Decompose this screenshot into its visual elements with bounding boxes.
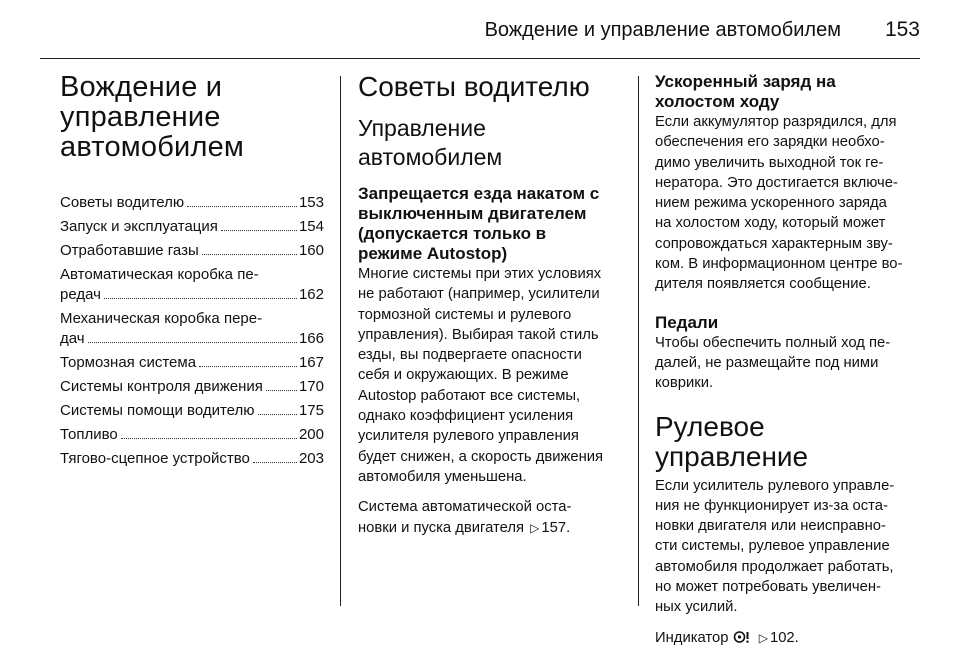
toc-entry-page: 154 xyxy=(298,218,324,235)
text-line: будет снижен, а скорость движения xyxy=(358,448,604,465)
toc-entry-page: 200 xyxy=(298,426,324,443)
toc-entry[interactable] xyxy=(60,353,324,373)
text-line: Чтобы обеспечить полный ход пе- xyxy=(655,334,891,351)
section-steering: Рулевое управление xyxy=(655,410,809,472)
page-number: 153 xyxy=(884,18,920,41)
header-rule xyxy=(40,58,920,59)
text-line: обеспечения его зарядки необхо- xyxy=(655,134,885,151)
paragraph-pedals xyxy=(655,333,923,394)
column-divider-1 xyxy=(340,76,341,606)
toc-entry[interactable] xyxy=(60,449,324,469)
toc-entry-page: 162 xyxy=(298,286,324,303)
toc-entry-page: 160 xyxy=(298,242,324,259)
text-line: себя и окружающих. В режиме xyxy=(358,367,569,384)
text-line: тормозной системы и рулевого xyxy=(358,306,572,323)
page-ref-icon: ▷ xyxy=(758,630,768,645)
text-line: автомобиля уменьшена. xyxy=(358,468,527,485)
table-of-contents xyxy=(60,193,324,469)
toc-entry-page: 175 xyxy=(298,402,324,419)
toc-leader-dots xyxy=(104,298,297,299)
toc-leader-dots xyxy=(253,462,297,463)
toc-entry-title: Тягово-сцепное устройство xyxy=(60,450,250,467)
toc-leader-dots xyxy=(221,230,297,231)
toc-entry-page: 153 xyxy=(298,194,324,211)
topic-idle-charge: Ускоренный заряд на холостом ходу xyxy=(655,72,836,111)
toc-entry-title: Системы помощи водителю xyxy=(60,402,255,419)
page-ref-icon: ▷ xyxy=(530,520,540,535)
text-line: нием режима ускоренного заряда xyxy=(655,195,887,212)
text-line: ком. В информационном центре во- xyxy=(655,256,903,273)
text-line: ния не функционирует из-за оста- xyxy=(655,497,888,514)
text-line: Autostop работают все системы, xyxy=(358,387,581,404)
driver-tips-column xyxy=(358,72,624,544)
running-header xyxy=(40,18,920,48)
text-line: димо увеличить выходной ток ге- xyxy=(655,154,884,171)
text-line: автомобиля продолжает работать, xyxy=(655,558,894,575)
text-line: дителя появляется сообщение. xyxy=(655,276,871,293)
toc-entry-page: 203 xyxy=(298,450,324,467)
toc-entry-title: Системы контроля движения xyxy=(60,378,263,395)
paragraph-idle-charge xyxy=(655,112,923,295)
text-line: новки двигателя или неисправно- xyxy=(655,518,886,535)
toc-leader-dots xyxy=(258,414,297,415)
toc-entry[interactable] xyxy=(60,425,324,445)
text-line: далей, не размещайте под ними xyxy=(655,354,879,371)
text-line: езды, вы подвергаете опасности xyxy=(358,347,582,364)
text-line: ных усилий. xyxy=(655,599,738,616)
toc-entry-title: дач xyxy=(60,330,85,347)
text-line: нератора. Это достигается включе- xyxy=(655,174,898,191)
text-line: сти системы, рулевое управление xyxy=(655,538,890,555)
toc-leader-dots xyxy=(266,390,297,391)
toc-entry-page: 170 xyxy=(298,378,324,395)
paragraph-autostop-ref: Система автоматической оста- новки и пуска двигателя ▷ 157. xyxy=(358,497,624,538)
chapter-title: Вождение и управление автомобилем xyxy=(60,71,245,163)
toc-entry[interactable] xyxy=(60,265,324,305)
toc-entry-title: Автоматическая коробка пе- xyxy=(60,266,259,283)
paragraph-steering xyxy=(655,476,923,618)
text-line: усилителя рулевого управления xyxy=(358,428,579,445)
toc-leader-dots xyxy=(202,254,297,255)
running-title: Вождение и управление автомобилем xyxy=(484,19,841,41)
toc-entry[interactable] xyxy=(60,309,324,349)
toc-entry[interactable] xyxy=(60,401,324,421)
toc-leader-dots xyxy=(199,366,297,367)
paragraph-indicator: Индикатор ▷ 102. xyxy=(655,628,923,648)
toc-entry-page: 166 xyxy=(298,330,324,347)
text-line: не работают (например, усилители xyxy=(358,286,600,303)
section-title: Советы водителю xyxy=(358,71,590,102)
text-line: но может потребовать увеличен- xyxy=(655,579,881,596)
text-line: однако коэффициент усиления xyxy=(358,408,574,425)
toc-entry[interactable] xyxy=(60,241,324,261)
toc-entry[interactable] xyxy=(60,217,324,237)
toc-leader-dots xyxy=(88,342,297,343)
page-ref-link[interactable]: 102. xyxy=(769,629,799,646)
toc-entry-title: Советы водителю xyxy=(60,194,185,211)
toc-leader-dots xyxy=(187,206,297,207)
text-line: коврики. xyxy=(655,375,714,392)
toc-entry-title: Отработавшие газы xyxy=(60,242,199,259)
column-divider-2 xyxy=(638,76,639,606)
text-line: сопровождаться характерным зву- xyxy=(655,235,893,252)
toc-column xyxy=(60,72,324,473)
subsection-title: Управление автомобилем xyxy=(358,115,503,170)
text-line: управления). Выбирая такой стиль xyxy=(358,326,599,343)
text-line: Если аккумулятор разрядился, для xyxy=(655,114,897,130)
toc-entry-title: редач xyxy=(60,286,101,303)
toc-entry-title: Тормозная система xyxy=(60,354,197,371)
topic-title: Запрещается езда накатом с выключенным двигателем (допускается только в режиме Autostop) xyxy=(358,184,600,263)
text-line: на холостом ходу, который может xyxy=(655,215,886,232)
toc-entry-title: Механическая коробка пере- xyxy=(60,310,263,327)
toc-entry-title: Топливо xyxy=(60,426,118,443)
topic-pedals: Педали xyxy=(655,312,719,332)
toc-leader-dots xyxy=(121,438,297,439)
page-ref-link[interactable]: 157. xyxy=(541,519,571,536)
text-line: Если усилитель рулевого управле- xyxy=(655,477,895,494)
toc-entry[interactable] xyxy=(60,193,324,213)
toc-entry-page: 167 xyxy=(298,354,324,371)
toc-entry-title: Запуск и эксплуатация xyxy=(60,218,218,235)
paragraph-coasting xyxy=(358,264,624,487)
text-line: Многие системы при этих условиях xyxy=(358,266,602,282)
charge-steering-column xyxy=(655,72,923,654)
toc-entry[interactable] xyxy=(60,377,324,397)
